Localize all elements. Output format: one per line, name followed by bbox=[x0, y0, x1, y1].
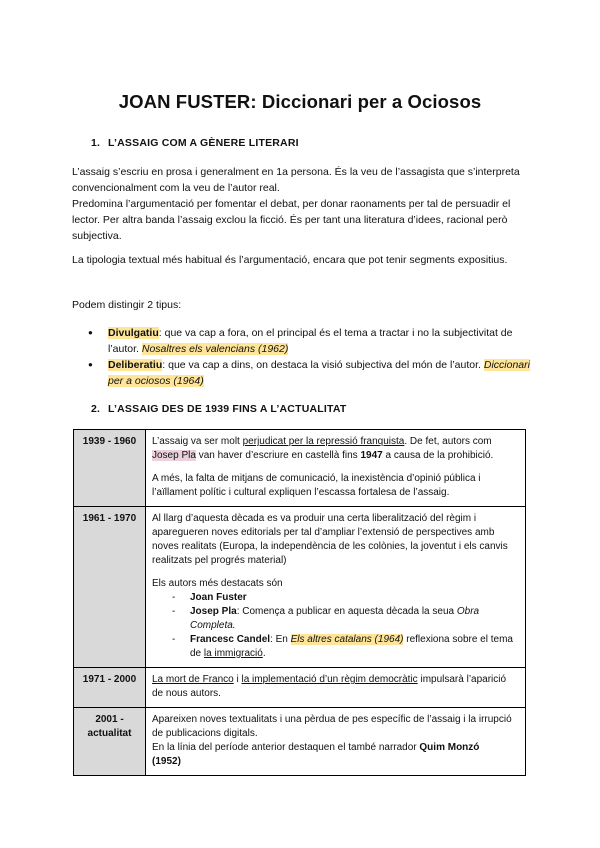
history-table bbox=[73, 429, 526, 776]
text: En la línia del període anterior destaquen el també narrador bbox=[152, 742, 420, 753]
content-cell bbox=[146, 668, 526, 708]
author-name: Josep Pla bbox=[190, 606, 237, 617]
paragraph-typology: La tipologia textual més habitual és l’argumentació, encara que pot tenir segments expositius. bbox=[72, 254, 508, 266]
list-item-deliberatiu bbox=[72, 357, 542, 389]
period-cell: 1939 - 1960 bbox=[74, 430, 146, 507]
text: : Comença a publicar en aquesta dècada la seua bbox=[236, 606, 457, 617]
cell-paragraph bbox=[152, 741, 519, 769]
cell-paragraph: A més, la falta de mitjans de comunicació, la inexistència d’opinió pública i l’aïllament polític i cultural expliquen l’escassa fortalesa de l’assaig. bbox=[152, 473, 481, 498]
desc-divulgatiu: : que va cap a fora, on el principal és el tema a tractar i no la subjectivitat de l’autor. bbox=[108, 327, 513, 355]
period-cell: 1971 - 2000 bbox=[74, 668, 146, 708]
year: (1952) bbox=[152, 756, 181, 767]
section-2-title: L’ASSAIG DES DE 1939 FINS A L’ACTUALITAT bbox=[108, 403, 347, 415]
list-item bbox=[190, 605, 519, 633]
cell-paragraph: Els autors més destacats són bbox=[152, 578, 283, 589]
text: : En bbox=[270, 634, 291, 645]
content-cell bbox=[146, 708, 526, 776]
cell-paragraph: Al llarg d’aquesta dècada es va produir una certa liberalització del règim i aparegueren noves editorials per tal d’ampliar l’extensió de perspectives amb noves realitats (Europa, la independència de les colònies, la joventut i els canvis realitzats pel progrés material) bbox=[152, 513, 508, 566]
cell-paragraph bbox=[152, 435, 519, 463]
table-row bbox=[74, 430, 526, 507]
text: . De fet, autors com bbox=[404, 436, 492, 447]
author-name: Francesc Candel bbox=[190, 634, 271, 645]
paragraph-types-intro: Podem distingir 2 tipus: bbox=[72, 299, 182, 311]
table-row bbox=[74, 507, 526, 668]
term-deliberatiu: Deliberatiu bbox=[108, 359, 163, 371]
paragraph-prose: L’assaig s’escriu en prosa i generalment en 1a persona. És la veu de l’assagista que s’interpreta convencionalment com la veu de l’autor real. bbox=[72, 166, 520, 194]
list-item-divulgatiu bbox=[72, 325, 542, 357]
section-2-number: 2. bbox=[91, 403, 101, 415]
example-deliberatiu: Diccionari per a ociosos (1964) bbox=[108, 359, 530, 387]
work-title: Els altres catalans (1964) bbox=[290, 634, 404, 645]
year: 1947 bbox=[360, 450, 383, 461]
text: i bbox=[233, 674, 242, 685]
author-name: Joan Fuster bbox=[190, 592, 247, 603]
example-divulgatiu: Nosaltres els valencians (1962) bbox=[141, 343, 289, 355]
text: impulsarà l’aparició de nous autors. bbox=[152, 674, 507, 699]
list-item bbox=[190, 633, 519, 661]
term-divulgatiu: Divulgatiu bbox=[108, 327, 159, 339]
paragraph-argumentation: Predomina l’argumentació per fomentar el debat, per donar raonaments per tal de persuadir el lector. Per altra banda l’assaig exclou la ficció. És per tant una literatura d’idees, racional però subjectiva. bbox=[72, 198, 511, 242]
content-cell bbox=[146, 430, 526, 507]
underlined-text: la immigració bbox=[203, 648, 263, 659]
text: L’assaig va ser molt bbox=[152, 436, 243, 447]
section-1-title: L’ASSAIG COM A GÈNERE LITERARI bbox=[108, 137, 299, 149]
section-1-number: 1. bbox=[91, 137, 101, 149]
cell-paragraph bbox=[152, 673, 519, 701]
table-row bbox=[74, 668, 526, 708]
underlined-text: La mort de Franco bbox=[152, 674, 234, 685]
period-cell: 1961 - 1970 bbox=[74, 507, 146, 668]
document-title: JOAN FUSTER: Diccionari per a Ociosos bbox=[118, 91, 482, 112]
section-1-heading bbox=[91, 137, 299, 149]
underlined-text: la implementació d’un règim democràtic bbox=[241, 674, 418, 685]
author-name: Quim Monzó bbox=[419, 742, 480, 753]
text: van haver d’escriure en castellà fins bbox=[195, 450, 361, 461]
underlined-text: perjudicat per la repressió franquista bbox=[242, 436, 405, 447]
list-item bbox=[190, 591, 519, 605]
types-list bbox=[72, 325, 542, 389]
content-cell bbox=[146, 507, 526, 668]
text: . bbox=[262, 648, 266, 659]
highlighted-name: Josep Pla bbox=[152, 450, 196, 461]
section-2-heading bbox=[91, 403, 346, 415]
work-title: Obra Completa. bbox=[190, 606, 480, 631]
text: a causa de la prohibició. bbox=[382, 450, 494, 461]
table-row bbox=[74, 708, 526, 776]
cell-paragraph: Apareixen noves textualitats i una pèrdua de pes específic de l’assaig i la irrupció de publicacions digitals. bbox=[152, 714, 512, 739]
text: reflexiona sobre el tema de bbox=[190, 634, 513, 659]
desc-deliberatiu: : que va cap a dins, on destaca la visió subjectiva del món de l’autor. bbox=[162, 359, 484, 371]
period-cell: 2001 - actualitat bbox=[74, 708, 146, 776]
authors-list bbox=[152, 591, 519, 661]
